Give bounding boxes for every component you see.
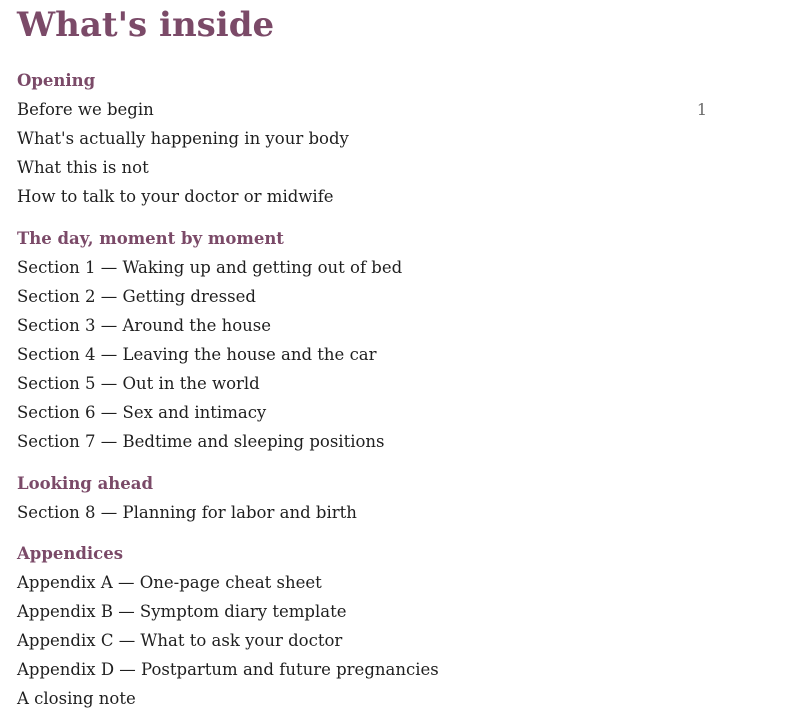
toc-entry-label[interactable]: Section 8 — Planning for labor and birth	[17, 503, 357, 522]
section-heading: Looking ahead	[17, 474, 154, 493]
toc-entry[interactable]	[17, 498, 707, 527]
toc-entry-label[interactable]: Section 3 — Around the house	[17, 316, 271, 335]
section-heading: The day, moment by moment	[17, 229, 284, 248]
toc-entry-label[interactable]: How to talk to your doctor or midwife	[17, 187, 334, 206]
toc-entry[interactable]	[17, 597, 707, 626]
toc-entry-label[interactable]: Appendix C — What to ask your doctor	[17, 631, 343, 650]
toc-entry-label[interactable]: Section 2 — Getting dressed	[17, 287, 256, 306]
toc-entry-label[interactable]: Section 5 — Out in the world	[17, 374, 260, 393]
toc-entry-label[interactable]: Section 1 — Waking up and getting out of bed	[17, 258, 403, 277]
toc-entry[interactable]	[17, 655, 707, 684]
toc-entry[interactable]	[17, 568, 707, 597]
toc-entry-label[interactable]: Appendix A — One-page cheat sheet	[17, 573, 322, 592]
toc-entry[interactable]	[17, 684, 707, 713]
toc-entry-page: 1	[696, 100, 707, 119]
toc-entry-label[interactable]: What this is not	[17, 158, 149, 177]
toc-entry[interactable]	[17, 153, 707, 182]
section-heading: Appendices	[17, 544, 124, 563]
toc-entry[interactable]	[17, 340, 707, 369]
toc-entry-label[interactable]: Section 6 — Sex and intimacy	[17, 403, 267, 422]
toc-entry[interactable]	[17, 282, 707, 311]
toc-entry[interactable]	[17, 311, 707, 340]
toc-entry[interactable]	[17, 369, 707, 398]
toc-group-appendices	[17, 539, 707, 713]
toc-entry-label[interactable]: Before we begin	[17, 100, 154, 119]
toc-group-opening	[17, 66, 707, 211]
toc-entry-label[interactable]: Section 7 — Bedtime and sleeping positions	[17, 432, 385, 451]
toc-entry-label[interactable]: Appendix B — Symptom diary template	[17, 602, 347, 621]
toc-entry-label[interactable]: A closing note	[17, 689, 136, 708]
toc-entry-label[interactable]: Appendix D — Postpartum and future pregnancies	[17, 660, 439, 679]
toc-entry-label[interactable]: Section 4 — Leaving the house and the car	[17, 345, 377, 364]
toc-entry[interactable]	[17, 427, 707, 456]
toc-group-the-day	[17, 224, 707, 456]
section-heading: Opening	[17, 71, 96, 90]
toc-entry[interactable]	[17, 95, 707, 124]
toc-group-looking-ahead	[17, 469, 707, 527]
toc-entry[interactable]	[17, 626, 707, 655]
toc-entry[interactable]	[17, 124, 707, 153]
toc-entry[interactable]	[17, 253, 707, 282]
toc-entry-label[interactable]: What's actually happening in your body	[17, 129, 349, 148]
toc-entry[interactable]	[17, 182, 707, 211]
toc-entry[interactable]	[17, 398, 707, 427]
page-title: What's inside	[17, 5, 275, 45]
